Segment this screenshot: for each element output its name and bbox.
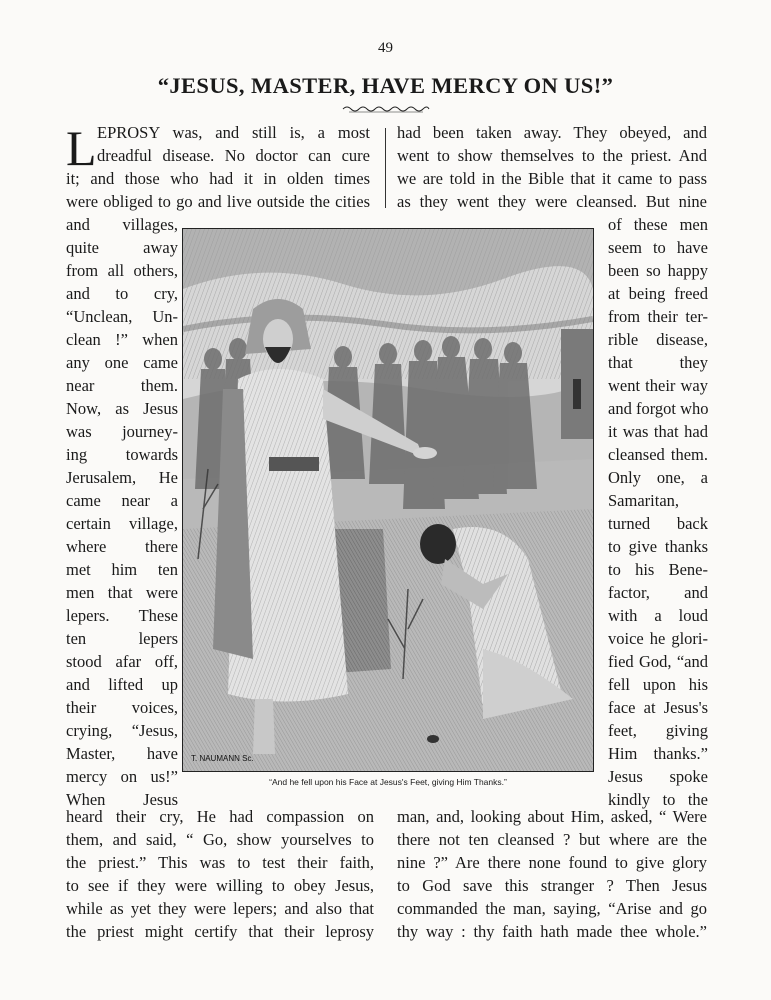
text-line: face at Jesus's [608,698,708,717]
text-line: Master, have [66,744,178,763]
right-top-text [397,121,707,213]
intro-line: dreadful disease. No doctor can cure [97,146,370,165]
text-line: went to show themselves to the priest. And [397,146,707,165]
right-narrow-column [608,213,708,811]
text-line: cleansed them. [608,445,708,464]
text-line: and villages, [66,215,178,234]
text-line: any one came [66,353,178,372]
text-line: it was that had [608,422,708,441]
text-line: near them. [66,376,178,395]
text-line: to see if they were willing to obey Jesus, [66,876,374,895]
text-line: Now, as Jesus [66,399,178,418]
page-title: “JESUS, MASTER, HAVE MERCY ON US!” [157,73,614,98]
text-line: factor, and [608,583,708,602]
text-line: Samaritan, [608,491,680,510]
text-line: stood afar off, [66,652,178,671]
text-line: of these men [608,215,708,234]
drop-cap: L [66,120,97,176]
text-line: met him ten [66,560,178,579]
text-line: had been taken away. They obeyed, and [397,123,707,142]
text-line: was journey- [66,422,178,441]
intro-capline: EPROSY was, and still is, a most [97,123,370,142]
intro-line: were obliged to go and live outside the cities [66,192,370,211]
text-line: voice he glori- [608,629,708,648]
left-narrow-column [66,213,178,811]
text-line: seem to have [608,238,708,257]
text-line: as they went they were cleansed. But nine [397,192,707,211]
text-line: from their ter- [608,307,708,326]
text-line: Him thanks.” [608,744,708,763]
text-line: ing towards [66,445,178,464]
bottom-right-text [397,805,707,943]
text-line: their voices, [66,698,178,717]
text-line: that they [608,353,708,372]
text-line: turned back [608,514,708,533]
text-line: to God save this stranger ? Then Jesus [397,876,707,895]
text-line: mercy on us!” [66,767,178,786]
engraving-art [183,229,593,771]
text-line: the priest might certify that their leprosy [66,922,374,941]
text-line: to his Bene- [608,560,708,579]
text-line: came near a [66,491,178,510]
text-line: and forgot who [608,399,709,418]
engraving-illustration [182,228,594,772]
page-number: 49 [378,40,393,56]
text-line: from all others, [66,261,178,280]
text-line: Jerusalem, He [66,468,178,487]
text-line: to give thanks [608,537,708,556]
text-line: kindly to the [608,790,708,809]
text-line: been so happy [608,261,708,280]
bottom-left-text [66,805,374,943]
text-line: went their way [608,376,708,395]
text-line: rible disease, [608,330,708,349]
figure-caption: “And he fell upon his Face at Jesus's Feet, giving Him Thanks.” [269,777,507,787]
text-line: ten lepers [66,629,178,648]
text-line: there not ten cleansed ? but where are the [397,830,707,849]
text-line: we are told in the Bible that it came to pass [397,169,707,188]
text-line: lepers. These [66,606,178,625]
text-line: fied God, “and [608,652,708,671]
text-line: feet, giving [608,721,708,740]
text-line: while as yet they were lepers; and also that [66,899,374,918]
column-divider [385,128,386,208]
text-line: certain village, [66,514,178,533]
text-line: them, and said, “ Go, show yourselves to [66,830,374,849]
text-line: the priest.” This was to test their faith, [66,853,374,872]
text-line: where there [66,537,178,556]
intro-line: it; and those who had it in olden times [66,169,370,188]
text-line: men that were [66,583,178,602]
text-line: and to cry, [66,284,178,303]
text-line: clean !” when [66,330,178,349]
wavy-rule-ornament [341,104,431,114]
text-line: crying, “Jesus, [66,721,178,740]
text-line: Jesus spoke [608,767,708,786]
text-line: Only one, a [608,468,708,487]
text-line: at being freed [608,284,708,303]
text-line: heard their cry, He had compassion on [66,807,374,826]
text-line: When Jesus [66,790,178,809]
text-line: man, and, looking about Him, asked, “ Were [397,807,707,826]
text-line: fell upon his [608,675,708,694]
text-line: “Unclean, Un- [66,307,178,326]
text-line: commanded the man, saying, “Arise and go [397,899,707,918]
engraver-signature: T. NAUMANN Sc. [191,754,254,763]
text-line: thy way : thy faith hath made thee whole.” [397,922,707,941]
text-line: and lifted up [66,675,178,694]
text-line: nine ?” Are there none found to give glory [397,853,707,872]
text-line: quite away [66,238,178,257]
text-line: with a loud [608,606,708,625]
